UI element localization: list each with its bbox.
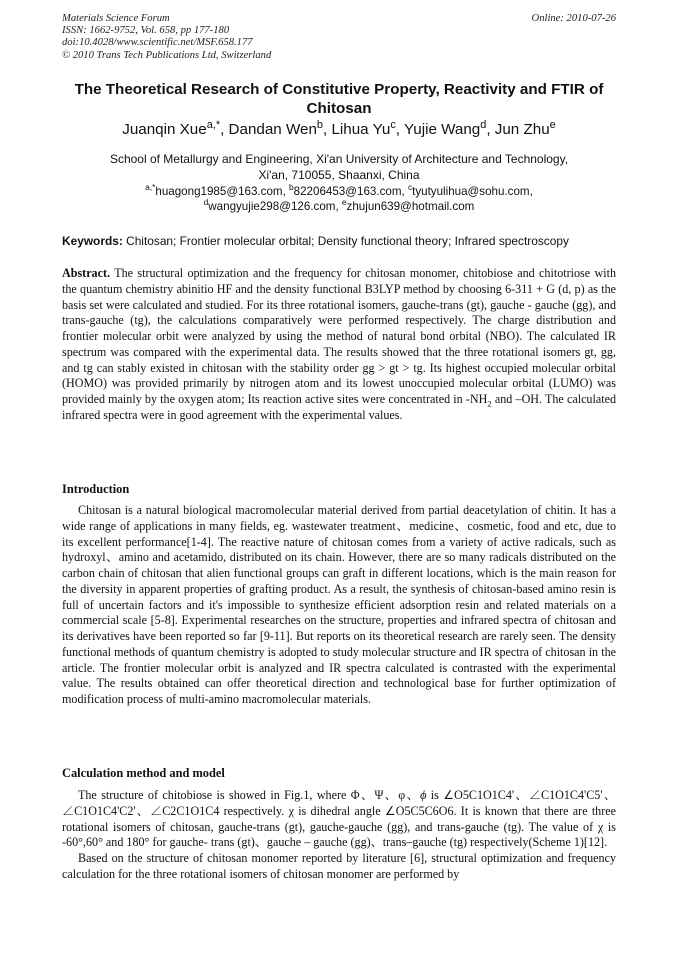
email-address[interactable]: wangyujie298@126.com <box>208 200 336 213</box>
author-marker: a,* <box>206 118 221 131</box>
section-heading-calculation: Calculation method and model <box>62 766 225 780</box>
chi-angle: ∠O5C5C6O6 <box>384 803 454 818</box>
phi-symbol: ϕ <box>420 788 427 802</box>
email-marker: d <box>203 197 209 208</box>
introduction-section <box>62 503 616 708</box>
author: Dandan Wen <box>228 121 317 138</box>
affiliation <box>62 151 616 183</box>
author-marker: d <box>480 118 487 131</box>
email-address[interactable]: 82206453@163.com <box>293 185 402 198</box>
email-address[interactable]: huagong1985@163.com <box>155 185 283 198</box>
introduction-paragraph: Chitosan is a natural biological macromolecular material derived from partial deacetylation of chitin. It has a wide range of applications in many fields, eg. wastewater treatment、medicine、cosmetic, food and etc, due to its excellent performance[1-4]. The reactive nature of chitosan comes from a variety of active radicals, such as hydroxyl、amino and acetamido, distributed on its chain. However, there are so many radicals distributed on the carbon chain of chitosan that alien functional groups can graft in different locations, which is the main reason for the diversity in apparent properties of grafting product. As a result, the synthesis of chitosan-based amino resin is full of uncertain factors and it's impossible to synthesize efficient adsorption resin and related materials on a commercial scale [5-8]. Experimental researches on the structure, properties and infrared spectra of chitosan and its derivatives have been reported so far [9-11]. But reports on its theoretical research are rarely seen. The density functional methods of quantum chemistry is adopted to study molecular structure and IR spectra of chitosan in the article. The frontier molecular orbit is analyzed and IR spectra calculated is contrasted with the experimental value. The results obtained can offer theoretical direction and technological base for further optimization of modification process of multi-amino macromolecular materials. <box>62 503 616 706</box>
abstract <box>62 266 616 424</box>
email-marker: b <box>289 182 294 193</box>
author-marker: e <box>549 118 556 131</box>
paper-title: The Theoretical Research of Constitutive Property, Reactivity and FTIR of Chitosan <box>74 81 604 117</box>
author: Yujie Wang <box>403 121 481 138</box>
journal-issn: ISSN: 1662-9752, Vol. 658, pp 177-180 <box>62 25 230 37</box>
online-date-header <box>532 13 616 25</box>
email-line: $^d$wangyujie298@126.com, $^e$zhujun639@hotmail.com <box>203 197 475 213</box>
calculation-section <box>62 788 616 883</box>
dihedral-angles: ∠O5C1O1C4'、∠C1O1C4'C5'、∠C1O1C4'C2'、∠C2C1O1C4 <box>62 788 616 818</box>
keywords-label: Keywords: <box>62 234 123 248</box>
abstract-label: Abstract. <box>62 266 111 280</box>
calculation-paragraph: The structure of chitobiose is showed in Fig.1, where Φ、Ψ、φ、ϕ is ∠O5C1O1C4'、∠C1O1C4'C5'、∠C1O1C4'C2'、∠C2C1O1C4 respectively. χ is dihedral angle ∠O5C5C6O6. It is known that there are three rotational isomers of chitosan, gauche-trans (gt), gauche-gauche (gg), and trans-gauche (tg). The value of χ is -60°,60° and 180° for gauche- trans (gt)、gauche – gauche (gg)、trans–gauche (tg) respectively(Scheme 1)[12]. <box>62 788 616 850</box>
author-marker: c <box>390 118 396 131</box>
abstract-paragraph: Abstract. The structural optimization and the frequency for chitosan monomer, chitobiose and chitotriose with the quantum chemistry abinitio HF and the density functional B3LYP method by choosing 6-311 + G (d, p) as the basis set were calculated and studied. For its three rotational isomers, gauche-trans (gt), gauche - gauche (gg), and trans-gauche (tg), the calculations comparatively were performed respectively. The charge distribution and frontier molecular orbit were analyzed by using the method of natural bond orbital (NBO). The calculated IR spectrum was compared with the experimental data. The results showed that the three rotational isomers gt, gg, and tg can stably existed in chitosan with the stability order gg > gt > tg. Its highest occupied molecular orbital (HOMO) was provided primarily by nitrogen atom and its lowest unoccupied molecular orbital (LUMO) was provided mainly by the oxygen atom; Its reaction active sites were concentrated in $-NH_2$ and –OH. The calculated infrared spectra were in good agreement with the experimental values. <box>62 266 616 422</box>
email-marker: c <box>407 182 413 193</box>
author: Juanqin Xue <box>122 121 207 138</box>
affiliation-line: School of Metallurgy and Engineering, Xi'an University of Architecture and Technology, <box>109 152 569 166</box>
keywords-text: Chitosan; Frontier molecular orbital; Density functional theory; Infrared spectroscopy <box>126 234 569 248</box>
keywords-line <box>62 233 616 249</box>
email-marker: e <box>341 197 347 208</box>
section-heading-introduction: Introduction <box>62 482 130 496</box>
email-address[interactable]: zhujun639@hotmail.com <box>346 200 475 213</box>
email-line: $^{a,*}$huagong1985@163.com, $^b$82206453@163.com, $^c$tyutyulihua@sohu.com, <box>145 182 533 198</box>
affiliation-line: Xi'an, 710055, Shaanxi, China <box>258 168 420 182</box>
journal-doi[interactable]: doi:10.4028/www.scientific.net/MSF.658.177 <box>62 37 253 49</box>
journal-copyright: © 2010 Trans Tech Publications Ltd, Switzerland <box>62 49 272 61</box>
email-marker: a,* <box>145 182 156 193</box>
author: Lihua Yu <box>331 121 391 138</box>
journal-name: Materials Science Forum <box>62 13 170 24</box>
author-marker: b <box>316 118 324 131</box>
author: Jun Zhu <box>494 121 550 138</box>
author-list: Juanqin Xue$^{a,*}$, Dandan Wen$^b$, Lihua Yu$^c$, Yujie Wang$^d$, Jun Zhu$^e$ <box>122 118 556 138</box>
online-date: Online: 2010-07-26 <box>531 13 616 24</box>
calculation-paragraph: Based on the structure of chitosan monomer reported by literature [6], structural optimization and frequency calculation for the three rotational isomers of chitosan monomer are performed by <box>62 851 616 881</box>
author-emails <box>62 184 616 214</box>
email-address[interactable]: tyutyulihua@sohu.com <box>412 185 530 198</box>
journal-header <box>62 13 271 62</box>
